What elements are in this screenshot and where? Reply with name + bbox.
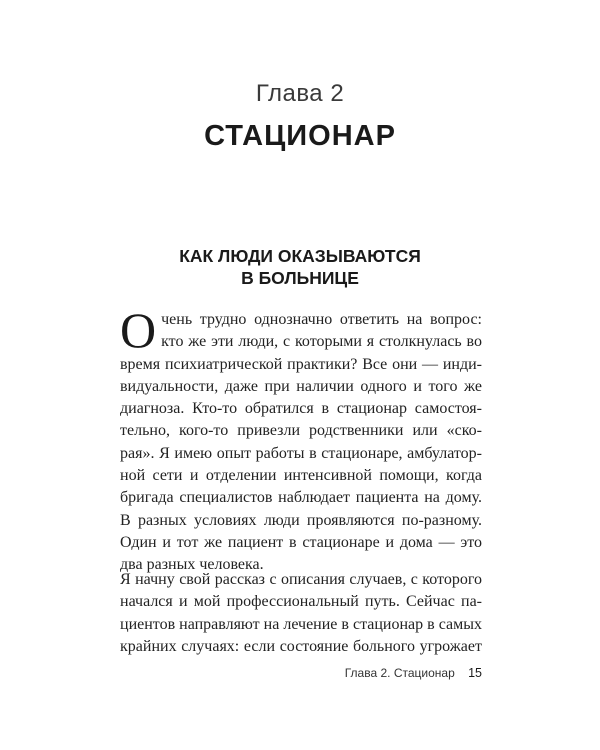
section-heading-line-1: КАК ЛЮДИ ОКАЗЫВАЮТСЯ — [179, 246, 421, 266]
paragraph-2-line: начался и мой профессиональный путь. Сейчас па- — [120, 593, 482, 611]
paragraph-1-line: время психиатрической практики? Все они — инди- — [120, 355, 482, 373]
paragraph-1-line: бригада специалистов наблюдает пациента на дому. — [120, 489, 482, 507]
paragraph-1-line: два разных человека. — [120, 556, 264, 574]
paragraph-2-line: циентов направляют на лечение в стационар в самых — [120, 615, 482, 633]
paragraph-1-line: чень трудно однозначно ответить на вопрос: — [161, 311, 482, 328]
paragraph-2-line: крайних случаях: если состояние больного угрожает — [120, 637, 482, 655]
paragraph-1-line: диагноза. Кто-то обратился в стационар самостоя- — [120, 400, 482, 418]
page-number: 15 — [468, 666, 482, 680]
paragraph-1 — [120, 302, 482, 577]
paragraph-1-line: Один и тот же пациент в стационаре и дома — это — [120, 533, 482, 551]
page-footer — [345, 666, 482, 680]
paragraph-1-line: ной сети и отделении интенсивной помощи, когда — [120, 467, 482, 485]
chapter-title: СТАЦИОНАР — [204, 120, 396, 152]
section-heading-line-2: В БОЛЬНИЦЕ — [241, 268, 359, 288]
drop-cap: О — [120, 302, 157, 358]
paragraph-1-line: видуальности, даже при наличии одного и того же — [120, 377, 482, 395]
paragraph-1-line: тельно, кого-то привезли родственники или «ско- — [120, 422, 482, 440]
chapter-label: Глава 2 — [255, 80, 345, 107]
paragraph-2-line: Я начну свой рассказ с описания случаев, с которого — [120, 571, 482, 588]
paragraph-2 — [120, 569, 482, 658]
paragraph-1-line: В разных условиях люди проявляются по-разному. — [120, 511, 482, 529]
section-heading — [0, 245, 600, 289]
paragraph-1-line: рая». Я имею опыт работы в стационаре, амбулатор- — [120, 444, 482, 462]
running-title: Глава 2. Стационар — [344, 666, 455, 680]
paragraph-1-line: кто же эти люди, с которыми я столкнулась во — [161, 333, 482, 351]
